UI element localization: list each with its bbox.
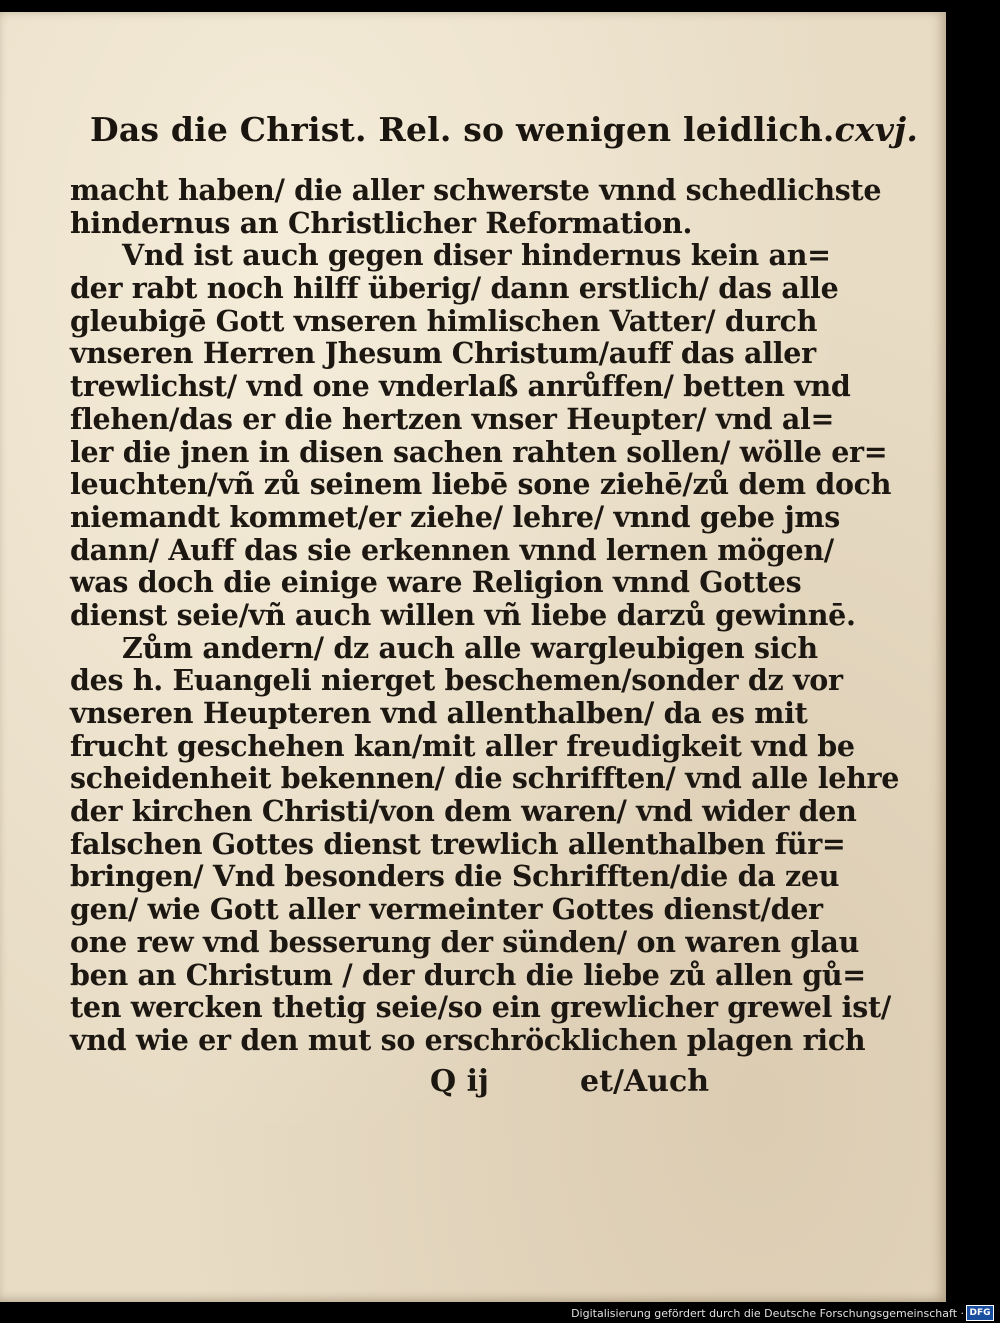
dfg-logo-icon: DFG bbox=[966, 1305, 994, 1321]
text-line: vnseren Herren Jhesum Christum/auff das aller bbox=[70, 336, 816, 371]
text-line: des h. Euangeli nierget beschemen/sonder dz vor bbox=[70, 663, 843, 698]
text-line: der rabt noch hilff überig/ dann erstlich/ das alle bbox=[70, 271, 839, 306]
text-line: ten wercken thetig seie/so ein grewlicher grewel ist/ bbox=[70, 990, 891, 1025]
text-line: bringen/ Vnd besonders die Schrifften/die da zeu bbox=[70, 859, 840, 894]
text-line: dann/ Auff das sie erkennen vnnd lernen mögen/ bbox=[70, 532, 834, 567]
text-line: dienst seie/vñ auch willen vñ liebe darzů gewinnē. bbox=[70, 597, 856, 632]
text-line: ler die jnen in disen sachen rahten sollen/ wölle er= bbox=[70, 434, 888, 469]
text-line: der kirchen Christi/von dem waren/ vnd wider den bbox=[70, 794, 857, 829]
body-text bbox=[70, 173, 900, 1057]
text-line: gen/ wie Gott aller vermeinter Gottes dienst/der bbox=[70, 892, 823, 927]
text-line: ben an Christum / der durch die liebe zů allen gů= bbox=[70, 957, 866, 992]
text-line: trewlichst/ vnd one vnderlaß anrůffen/ betten vnd bbox=[70, 369, 851, 404]
text-line: falschen Gottes dienst trewlich allenthalben für= bbox=[70, 826, 846, 861]
text-line: leuchten/vñ zů seinem liebē sone ziehē/zů dem doch bbox=[70, 467, 892, 502]
text-line: was doch die einige ware Religion vnnd Gottes bbox=[70, 565, 802, 600]
text-line: scheidenheit bekennen/ die schrifften/ vnd alle lehre bbox=[70, 761, 900, 796]
text-line: vnd wie er den mut so erschröcklichen plagen rich bbox=[70, 1022, 866, 1057]
text-line: macht haben/ die aller schwerste vnnd schedlichste bbox=[70, 173, 882, 207]
signature-mark: Q ij bbox=[430, 1064, 489, 1099]
text-line: frucht geschehen kan/mit aller freudigkeit vnd be bbox=[70, 728, 855, 763]
text-line: vnseren Heupteren vnd allenthalben/ da es mit bbox=[70, 696, 808, 730]
text-line: gleubigē Gott vnseren himlischen Vatter/ durch bbox=[70, 303, 818, 338]
text-line: Zům andern/ dz auch alle wargleubigen sich bbox=[122, 630, 818, 665]
text-line: one rew vnd besserung der sünden/ on waren glau bbox=[70, 924, 859, 959]
text-line: flehen/das er die hertzen vnser Heupter/ vnd al= bbox=[70, 401, 835, 436]
catchword: et/Auch bbox=[580, 1064, 710, 1099]
funding-notice: Digitalisierung gefördert durch die Deutsche Forschungsgemeinschaft · bbox=[571, 1307, 964, 1320]
text-line: niemandt kommet/er ziehe/ lehre/ vnnd gebe jms bbox=[70, 499, 840, 534]
text-line: hindernus an Christlicher Reformation. bbox=[70, 205, 693, 240]
running-head bbox=[90, 110, 919, 149]
running-head-title: Das die Christ. Rel. so wenigen leidlich. bbox=[90, 110, 835, 149]
book-page bbox=[0, 12, 946, 1302]
text-line: Vnd ist auch gegen diser hindernus kein an= bbox=[122, 238, 831, 273]
folio-number: cxvj. bbox=[834, 110, 919, 149]
